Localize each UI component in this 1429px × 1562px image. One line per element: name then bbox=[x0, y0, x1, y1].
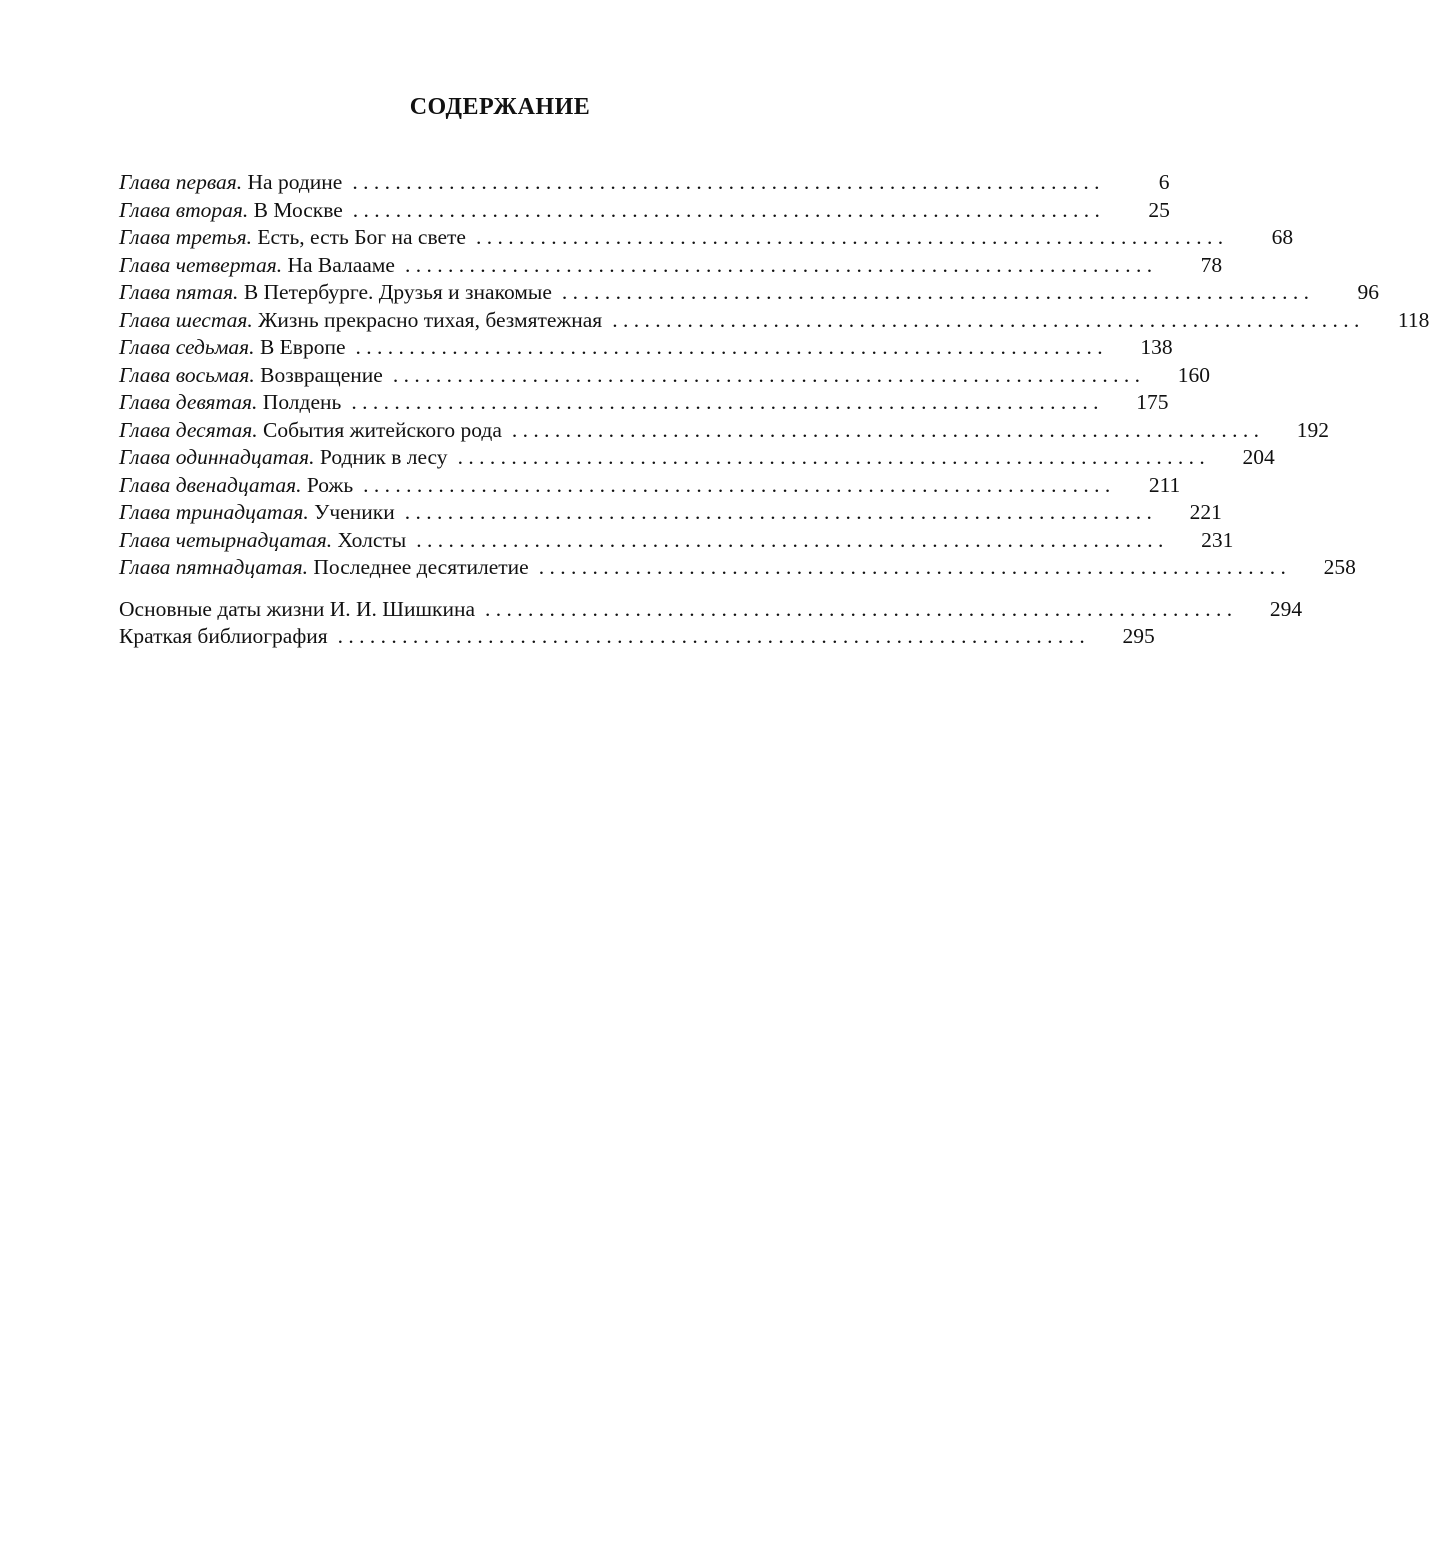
chapter-number: Глава десятая. bbox=[119, 417, 258, 442]
page-number: 25 bbox=[1148, 197, 1170, 222]
toc-entry bbox=[119, 623, 1155, 651]
chapter-number: Глава четырнадцатая. bbox=[119, 527, 333, 552]
entry-text bbox=[119, 389, 341, 417]
page-number: 160 bbox=[1177, 362, 1210, 387]
chapter-number: Глава первая. bbox=[119, 170, 243, 194]
leader-dots: . . . . . . . . . . . . . . . . . . . . . . . . . . . . . . . . . . . . . . . . . . . . . . . . . . . . . . . . . . . . . . . . . . . . . . bbox=[355, 335, 1103, 359]
toc-entry bbox=[119, 197, 1170, 225]
leader-dots: . . . . . . . . . . . . . . . . . . . . . . . . . . . . . . . . . . . . . . . . . . . . . . . . . . . . . . . . . . . . . . . . . . . . . . bbox=[352, 170, 1100, 194]
page-number: 68 bbox=[1271, 225, 1294, 249]
chapter-number: Глава шестая. bbox=[119, 307, 253, 332]
entry-text bbox=[119, 252, 395, 280]
leader-dots: . . . . . . . . . . . . . . . . . . . . . . . . . . . . . . . . . . . . . . . . . . . . . . . . . . . . . . . . . . . . . . . . . . . . . . bbox=[485, 596, 1233, 621]
toc-entry bbox=[119, 444, 1275, 472]
entry-text bbox=[119, 472, 353, 500]
toc-entry bbox=[119, 362, 1210, 390]
leader-dots: . . . . . . . . . . . . . . . . . . . . . . . . . . . . . . . . . . . . . . . . . . . . . . . . . . . . . . . . . . . . . . . . . . . . . . bbox=[457, 445, 1205, 469]
entry-text bbox=[119, 527, 406, 555]
chapter-number: Глава пятнадцатая. bbox=[119, 555, 309, 579]
page-number: 231 bbox=[1201, 527, 1234, 552]
chapter-number: Глава третья. bbox=[119, 225, 252, 249]
chapter-title: Есть, есть Бог на свете bbox=[257, 225, 466, 249]
toc-entry bbox=[119, 224, 1294, 252]
entry-text bbox=[119, 334, 346, 362]
chapter-title: Родник в лесу bbox=[319, 445, 448, 469]
appendix-title: Краткая библиография bbox=[119, 624, 328, 648]
chapter-title: В Европе bbox=[259, 335, 346, 359]
page-number: 204 bbox=[1242, 445, 1275, 469]
chapter-title: Полдень bbox=[262, 390, 342, 414]
page-number: 295 bbox=[1122, 624, 1155, 648]
chapter-title: События житейского рода bbox=[263, 417, 502, 442]
entry-text bbox=[119, 224, 466, 252]
leader-dots: . . . . . . . . . . . . . . . . . . . . . . . . . . . . . . . . . . . . . . . . . . . . . . . . . . . . . . . . . . . . . . . . . . . . . . bbox=[352, 197, 1100, 222]
chapter-number: Глава двенадцатая. bbox=[119, 472, 302, 497]
chapter-number: Глава вторая. bbox=[119, 197, 249, 222]
leader-dots: . . . . . . . . . . . . . . . . . . . . . . . . . . . . . . . . . . . . . . . . . . . . . . . . . . . . . . . . . . . . . . . . . . . . . . bbox=[351, 390, 1099, 414]
entry-text bbox=[119, 554, 529, 582]
entry-text bbox=[119, 197, 343, 225]
leader-dots: . . . . . . . . . . . . . . . . . . . . . . . . . . . . . . . . . . . . . . . . . . . . . . . . . . . . . . . . . . . . . . . . . . . . . . bbox=[392, 362, 1140, 387]
toc-entry bbox=[119, 596, 1303, 624]
page-number: 78 bbox=[1200, 252, 1223, 277]
page-number: 6 bbox=[1158, 170, 1170, 194]
page-number: 118 bbox=[1397, 307, 1429, 332]
page-number: 175 bbox=[1136, 390, 1169, 414]
table-of-contents bbox=[119, 169, 1429, 651]
chapter-title: Жизнь прекрасно тихая, безмятежная bbox=[258, 307, 603, 332]
chapter-number: Глава девятая. bbox=[119, 390, 258, 414]
leader-dots: . . . . . . . . . . . . . . . . . . . . . . . . . . . . . . . . . . . . . . . . . . . . . . . . . . . . . . . . . . . . . . . . . . . . . . bbox=[404, 500, 1152, 524]
toc-entry bbox=[119, 472, 1181, 500]
toc-entry bbox=[119, 334, 1173, 362]
entry-text bbox=[119, 362, 383, 390]
entry-text bbox=[119, 444, 448, 472]
toc-entry bbox=[119, 169, 1170, 197]
leader-dots: . . . . . . . . . . . . . . . . . . . . . . . . . . . . . . . . . . . . . . . . . . . . . . . . . . . . . . . . . . . . . . . . . . . . . . bbox=[561, 280, 1310, 304]
page-number: 192 bbox=[1296, 417, 1330, 442]
entry-text bbox=[119, 169, 342, 197]
chapter-number: Глава одиннадцатая. bbox=[119, 445, 315, 469]
chapter-number: Глава тринадцатая. bbox=[119, 500, 309, 524]
page-title: СОДЕРЖАНИЕ bbox=[409, 94, 591, 120]
toc-entry bbox=[119, 389, 1169, 417]
chapter-title: Рожь bbox=[306, 472, 354, 497]
chapter-title: Возвращение bbox=[260, 362, 383, 387]
toc-entry bbox=[119, 307, 1429, 335]
toc-entry bbox=[119, 279, 1380, 307]
leader-dots: . . . . . . . . . . . . . . . . . . . . . . . . . . . . . . . . . . . . . . . . . . . . . . . . . . . . . . . . . . . . . . . . . . . . . . bbox=[475, 225, 1224, 249]
section-gap bbox=[119, 582, 895, 596]
toc-entry bbox=[119, 417, 1330, 445]
leader-dots: . . . . . . . . . . . . . . . . . . . . . . . . . . . . . . . . . . . . . . . . . . . . . . . . . . . . . . . . . . . . . . . . . . . . . . bbox=[416, 527, 1164, 552]
page-number: 221 bbox=[1189, 500, 1222, 524]
page-number: 138 bbox=[1140, 335, 1173, 359]
leader-dots: . . . . . . . . . . . . . . . . . . . . . . . . . . . . . . . . . . . . . . . . . . . . . . . . . . . . . . . . . . . . . . . . . . . . . . bbox=[612, 307, 1360, 332]
leader-dots: . . . . . . . . . . . . . . . . . . . . . . . . . . . . . . . . . . . . . . . . . . . . . . . . . . . . . . . . . . . . . . . . . . . . . . bbox=[511, 417, 1260, 442]
page-number: 294 bbox=[1269, 596, 1303, 621]
leader-dots: . . . . . . . . . . . . . . . . . . . . . . . . . . . . . . . . . . . . . . . . . . . . . . . . . . . . . . . . . . . . . . . . . . . . . . bbox=[404, 252, 1153, 277]
toc-entry bbox=[119, 499, 1222, 527]
chapter-title: В Москве bbox=[253, 197, 343, 222]
chapter-title: Ученики bbox=[314, 500, 395, 524]
chapter-number: Глава восьмая. bbox=[119, 362, 255, 387]
chapter-title: В Петербурге. Друзья и знакомые bbox=[243, 280, 552, 304]
leader-dots: . . . . . . . . . . . . . . . . . . . . . . . . . . . . . . . . . . . . . . . . . . . . . . . . . . . . . . . . . . . . . . . . . . . . . . bbox=[363, 472, 1111, 497]
page-number: 258 bbox=[1323, 555, 1356, 579]
page-number: 211 bbox=[1148, 472, 1181, 497]
toc-entry bbox=[119, 252, 1223, 280]
page-number: 96 bbox=[1357, 280, 1380, 304]
chapter-title: Холсты bbox=[337, 527, 407, 552]
toc-entry bbox=[119, 527, 1234, 555]
entry-text bbox=[119, 279, 552, 307]
chapter-title: Последнее десятилетие bbox=[313, 555, 529, 579]
toc-entry bbox=[119, 554, 1356, 582]
chapter-number: Глава пятая. bbox=[119, 280, 239, 304]
entry-text bbox=[119, 307, 602, 335]
appendix-title: Основные даты жизни И. И. Шишкина bbox=[119, 596, 476, 621]
chapter-title: На родине bbox=[247, 170, 343, 194]
chapter-number: Глава седьмая. bbox=[119, 335, 255, 359]
chapter-title: На Валааме bbox=[287, 252, 395, 277]
entry-text bbox=[119, 499, 395, 527]
chapter-number: Глава четвертая. bbox=[119, 252, 283, 277]
leader-dots: . . . . . . . . . . . . . . . . . . . . . . . . . . . . . . . . . . . . . . . . . . . . . . . . . . . . . . . . . . . . . . . . . . . . . . bbox=[337, 624, 1085, 648]
entry-text bbox=[119, 417, 502, 445]
leader-dots: . . . . . . . . . . . . . . . . . . . . . . . . . . . . . . . . . . . . . . . . . . . . . . . . . . . . . . . . . . . . . . . . . . . . . . bbox=[538, 555, 1286, 579]
